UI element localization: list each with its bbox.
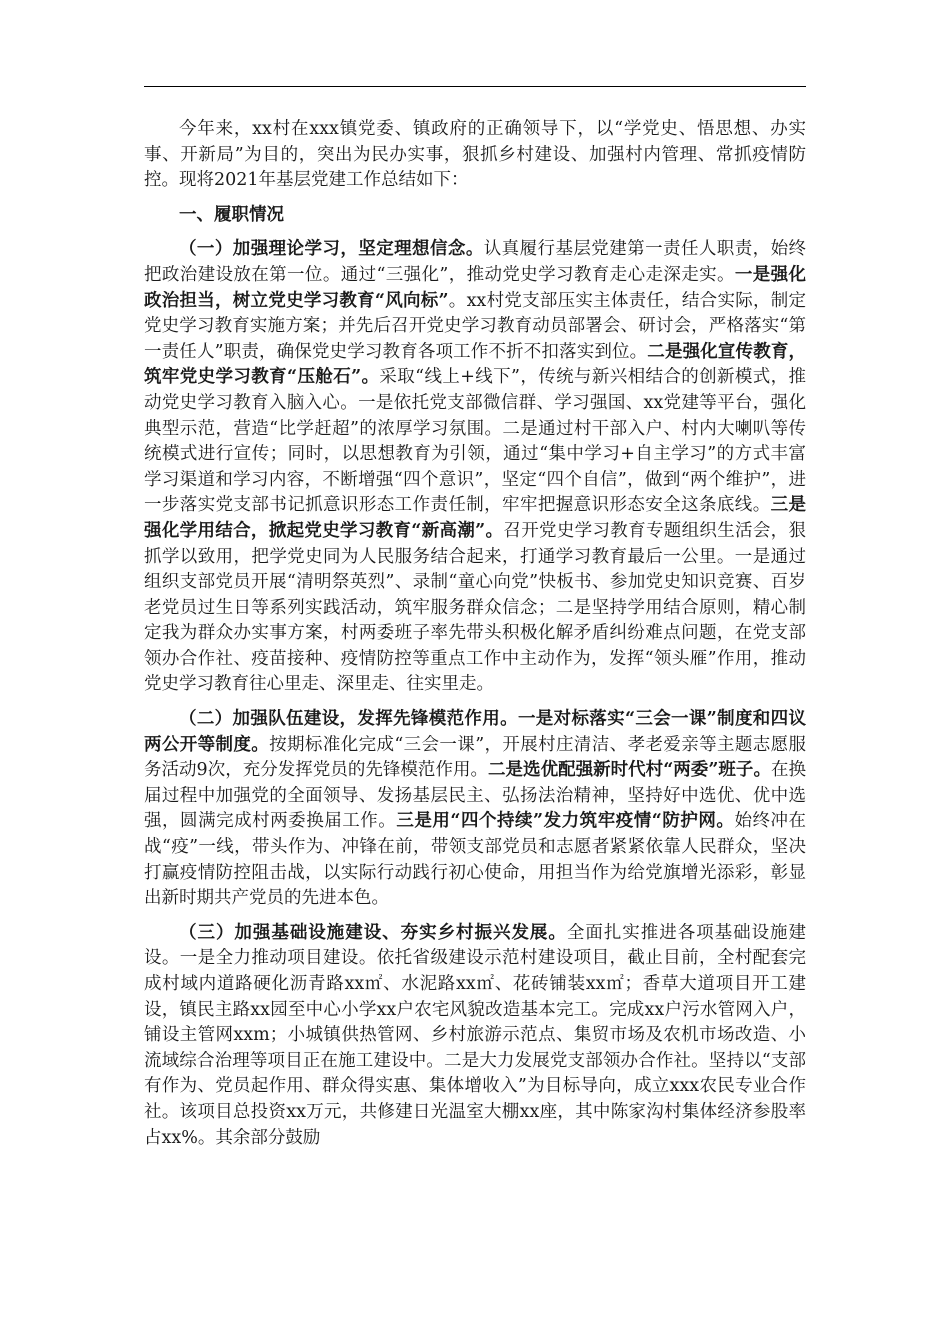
bold-point: 一是强化政治担当，树立党史学习教育“风向标”: [144, 264, 807, 311]
paragraph-text: 按期标准化完成“三会一课”，开展村庄清洁、孝老爱亲等主题志愿服务活动9次，充分发挥党员的先锋模范作用。: [144, 734, 806, 781]
paragraph-text: 。xx村党支部压实主体责任，结合实际，制定党史学习教育实施方案；并先后召开党史学习教育动员部署会、研讨会，严格落实“第一责任人”职责，确保党史学习教育各项工作不折不扣落实到位。: [144, 290, 806, 362]
bold-point: 三是强化学用结合，掀起党史学习教育“新高潮”。: [144, 495, 807, 541]
bold-point: 三是用“四个持续”发力筑牢疫情“防护网。: [396, 811, 735, 832]
paragraph-text: 始终冲在战“疫”一线，带头作为、冲锋在前，带领支部党员和志愿者紧紧依靠人民群众，坚决打赢疫情防控阻击战，以实际行动践行初心使命，用担当作为给党旗增光添彩，彰显出新时期共产党员的先进本色。: [144, 811, 807, 909]
subsection-title: （一）加强理论学习，坚定理想信念。: [179, 239, 484, 260]
subsection-title: （二）加强队伍建设，发挥先锋模范作用。: [179, 709, 518, 730]
paragraph-text: 召开党史学习教育专题组织生活会，狠抓学以致用，把学党史同为人民服务结合起来，打通学习教育最后一公里。一是通过组织支部党员开展“清明祭英烈”、录制“童心向党”快板书、参加党史知识竞赛、百岁老党员过生日等系列实践活动，筑牢服务群众信念；二是坚持学用结合原则，精心制定我为群众办实事方案，村两委班子率先带头积极化解矛盾纠纷难点问题，在党支部领办合作社、疫苗接种、疫情防控等重点工作中主动作为，发挥“领头雁”作用，推动党史学习教育往心里走、深里走、往实里走。: [144, 520, 807, 695]
paragraph-text: 认真履行基层党建第一责任人职责，始终把政治建设放在第一位。通过“三强化”，推动党史学习教育走心走深走实。: [144, 239, 806, 285]
intro-paragraph: 今年来，xx村在xxx镇党委、镇政府的正确领导下，以“学党史、悟思想、办实事、开新局”为目的，突出为民办实事，狠抓乡村建设、加强村内管理、常抓疫情防控。现将2021年基层党建工作总结如下：: [144, 119, 806, 191]
paragraph-text: 在换届过程中加强党的全面领导、发扬基层民主、弘扬法治精神，坚持好中选优、优中选强，圆满完成村两委换届工作。: [144, 760, 806, 832]
bold-point: 二是选优配强新时代村“两委”班子。: [488, 760, 771, 781]
paragraph-text: 全面扎实推进各项基础设施建设。一是全力推动项目建设。依托省级建设示范村建设项目，截止目前，全村配套完成村域内道路硬化沥青路xx㎡、水泥路xx㎡、花砖铺装xx㎡；香草大道项目开工建设，镇民主路xx园至中心小学xx户农宅风貌改造基本完工。完成xx户污水管网入户，铺设主管网xxm；小城镇供热管网、乡村旅游示范点、集贸市场及农机市场改造、小流域综合治理等项目正在施工建设中。二是大力发展党支部领办合作社。坚持以“支部有作为、党员起作用、群众得实惠、集体增收入”为目标导向，成立xxx农民专业合作社。该项目总投资xx万元，共修建日光温室大棚xx座，其中陈家沟村集体经济参股率占xx%。其余部分鼓励: [144, 922, 807, 1148]
header-rule: [144, 86, 806, 87]
paragraph-theory-study: [144, 237, 806, 698]
paragraph-text: 采取“线上+线下”，传统与新兴相结合的创新模式，推动党史学习教育入脑入心。一是依托党支部微信群、学习强国、xx党建等平台，强化典型示范，营造“比学赶超”的浓厚学习氛围。二是通过村干部入户、村内大喇叭等传统模式进行宣传；同时，以思想教育为引领，通过“集中学习+自主学习”的方式丰富学习渠道和学习内容，不断增强“四个意识”，坚定“四个自信”，做到“两个维护”，进一步落实党支部书记抓意识形态工作责任制，牢牢把握意识形态安全这条底线。: [144, 367, 806, 516]
paragraph-infrastructure: [144, 921, 806, 1151]
bold-point: 一是对标落实“三会一课”制度和四议两公开等制度。: [144, 709, 806, 755]
subsection-title: （三）加强基础设施建设、夯实乡村振兴发展。: [179, 922, 567, 943]
paragraph-team-building: [144, 707, 806, 912]
document-body: [144, 117, 806, 1151]
section-heading: 一、履职情况: [179, 204, 284, 225]
bold-point: 二是强化宣传教育，筑牢党史学习教育“压舱石”。: [144, 341, 806, 388]
